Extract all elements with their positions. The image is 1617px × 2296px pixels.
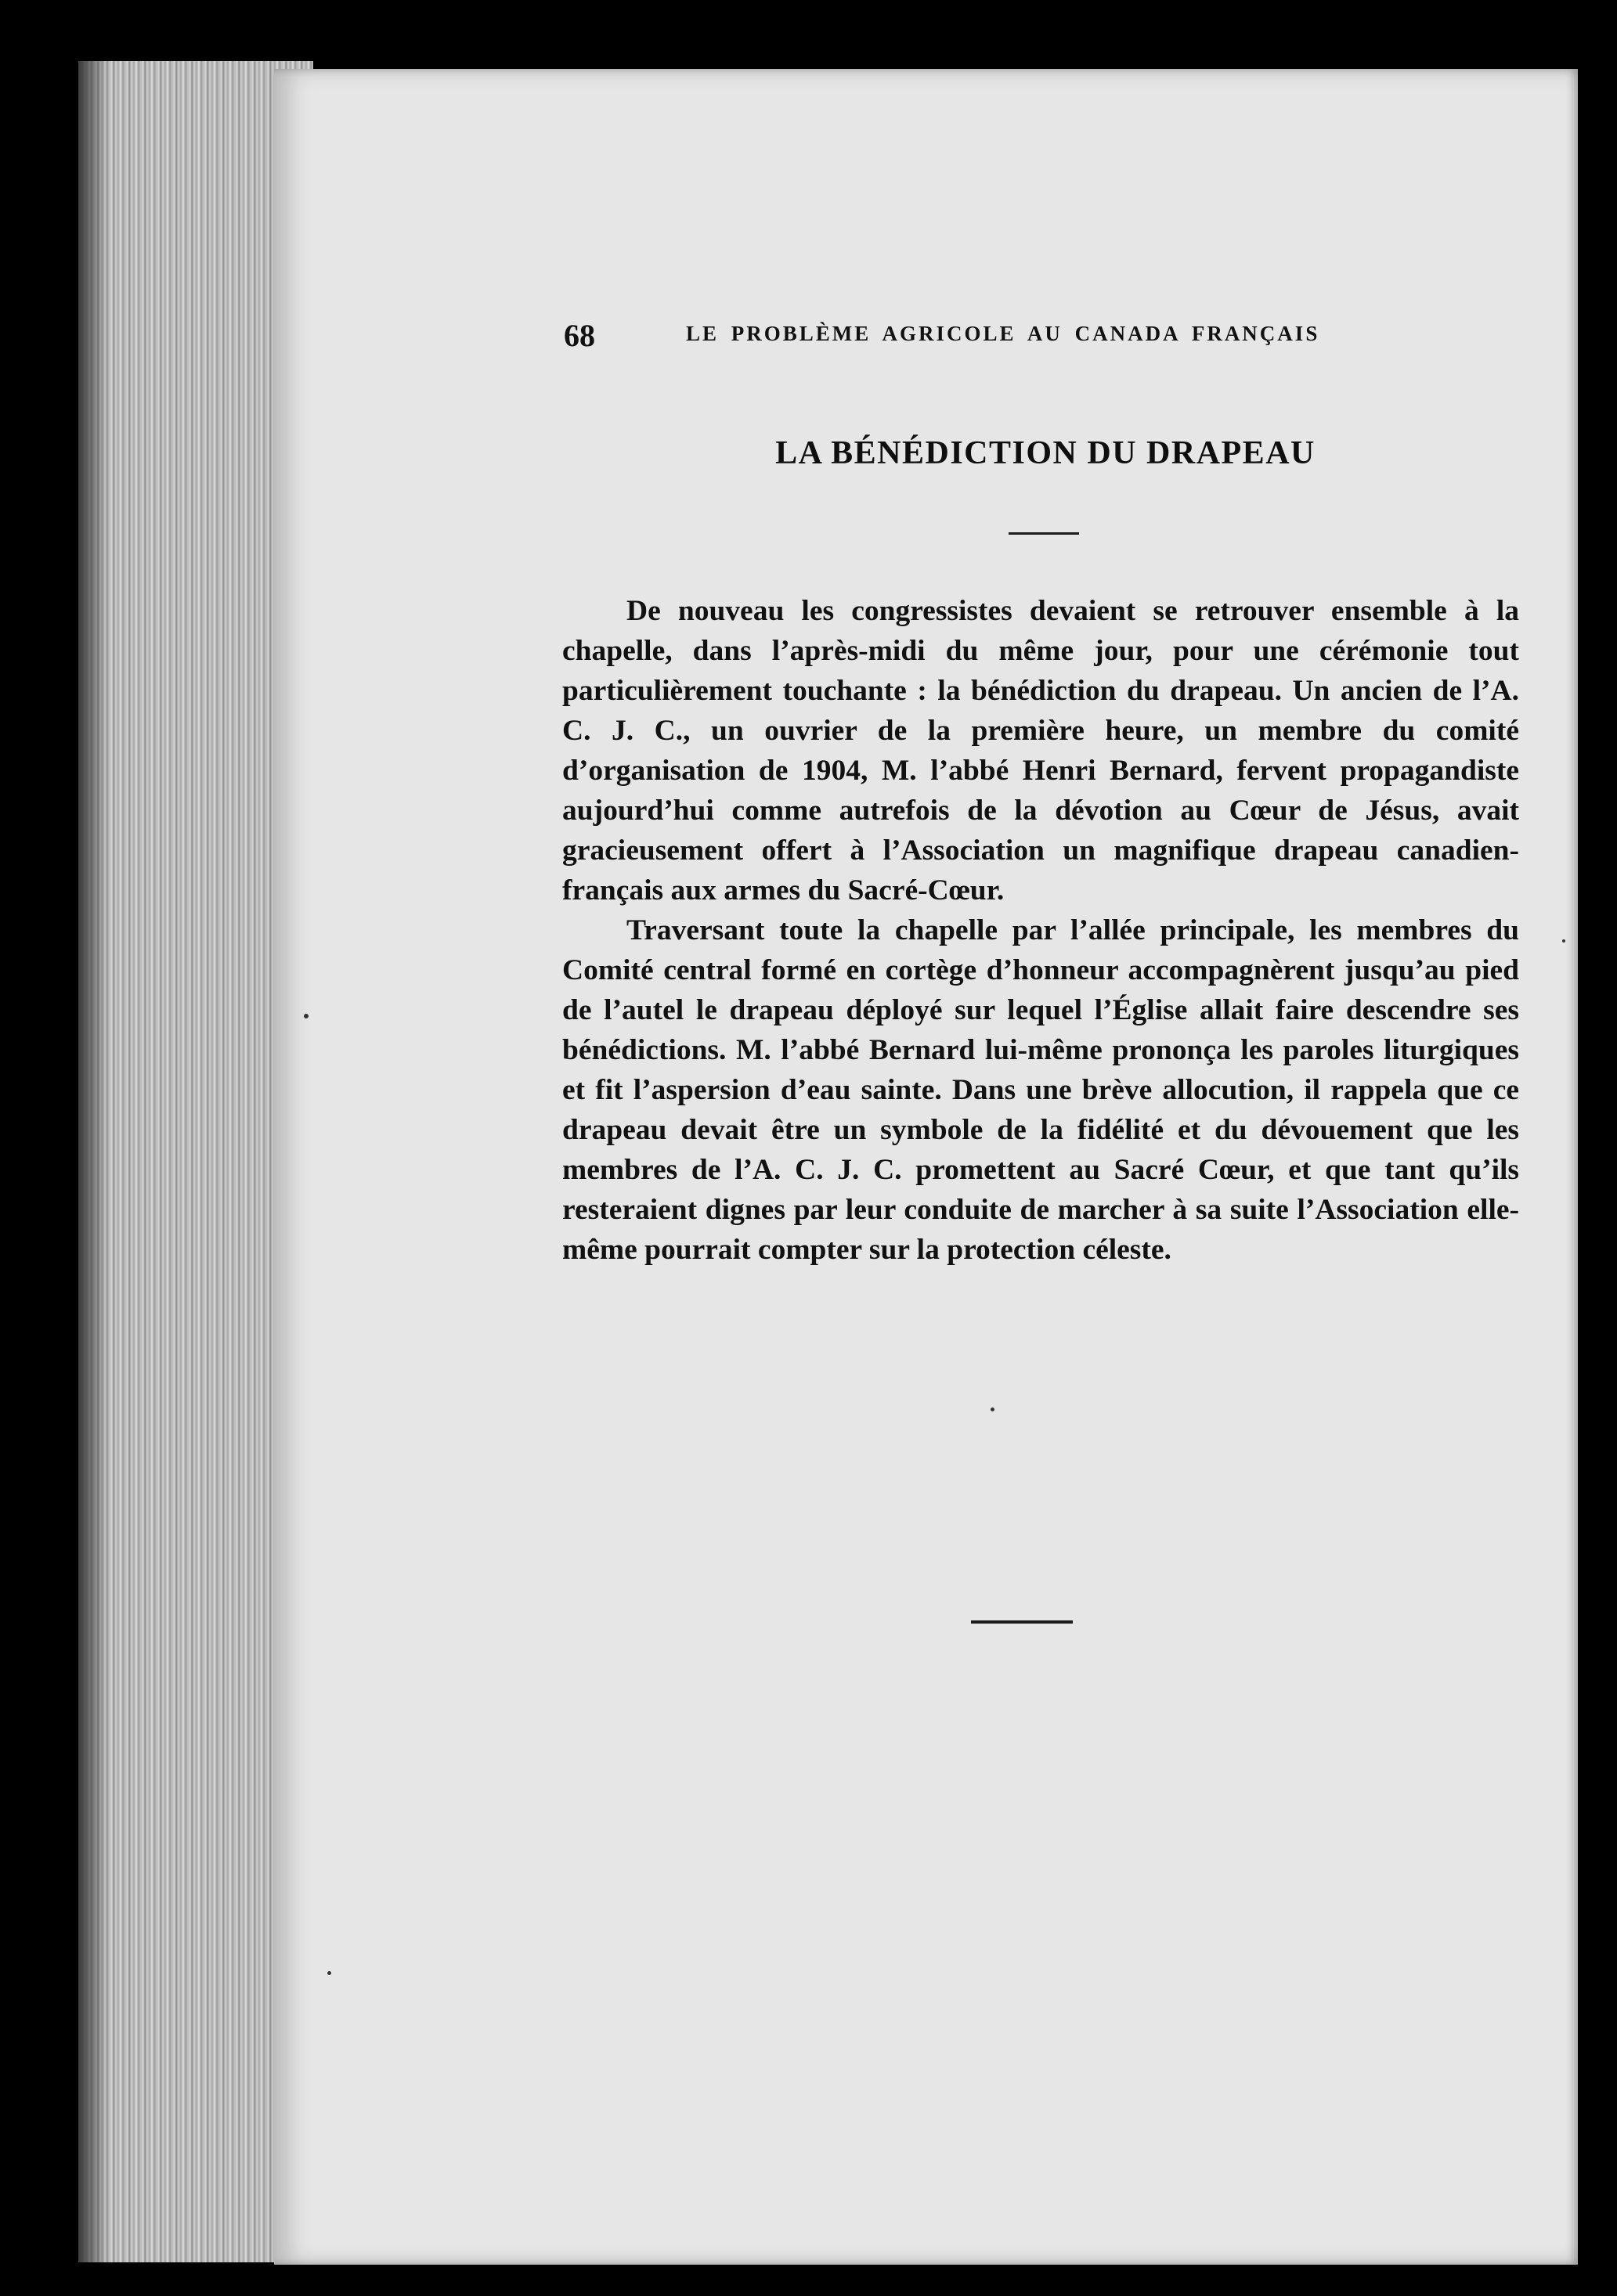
scan-speck <box>991 1408 994 1411</box>
running-title: LE PROBLÈME AGRICOLE AU CANADA FRANÇAIS <box>686 322 1320 345</box>
title-rule <box>1009 532 1079 535</box>
scan-speck <box>327 1971 331 1975</box>
scan-speck <box>1562 939 1565 943</box>
paragraph: Traversant toute la chapelle par l’allée principale, les membres du Comité central formé en cortège d’honneur accompagnèrent jusqu’au pied de l’autel le drapeau déployé sur lequel l’Église allait faire descendre ses bénédictions. M. l’abbé Bernard lui-même prononça les paroles liturgiques et fit l’aspersion d’eau sainte. Dans une brève allocution, il rappela que ce drapeau devait être un symbole de la fidélité et du dévouement que les membres de l’A. C. J. C. promettent au Sacré Cœur, et que tant qu’ils resteraient dignes par leur conduite de marcher à sa suite l’Association elle-même pourrait compter sur la protection céleste. <box>562 914 1519 1266</box>
end-rule <box>971 1620 1073 1624</box>
scan-speck <box>304 1014 309 1018</box>
body-text <box>562 591 1519 1270</box>
page-number: 68 <box>564 318 595 353</box>
running-header <box>564 317 1425 361</box>
paragraph: De nouveau les congressistes devaient se retrouver ensemble à la chapelle, dans l’après-midi du même jour, pour une cérémonie tout particulièrement touchante : la bénédiction du drapeau. Un ancien de l’A. C. J. C., un ouvrier de la première heure, un membre du comité d’organisation de 1904, M. l’abbé Henri Bernard, fervent propagandiste aujourd’hui comme autrefois de la dévotion au Cœur de Jésus, avait gracieusement offert à l’Association un magnifique drapeau canadien-français aux armes du Sacré-Cœur. <box>562 595 1519 907</box>
page-edge-shadow <box>78 61 110 2262</box>
chapter-title: LA BÉNÉDICTION DU DRAPEAU <box>775 435 1316 471</box>
